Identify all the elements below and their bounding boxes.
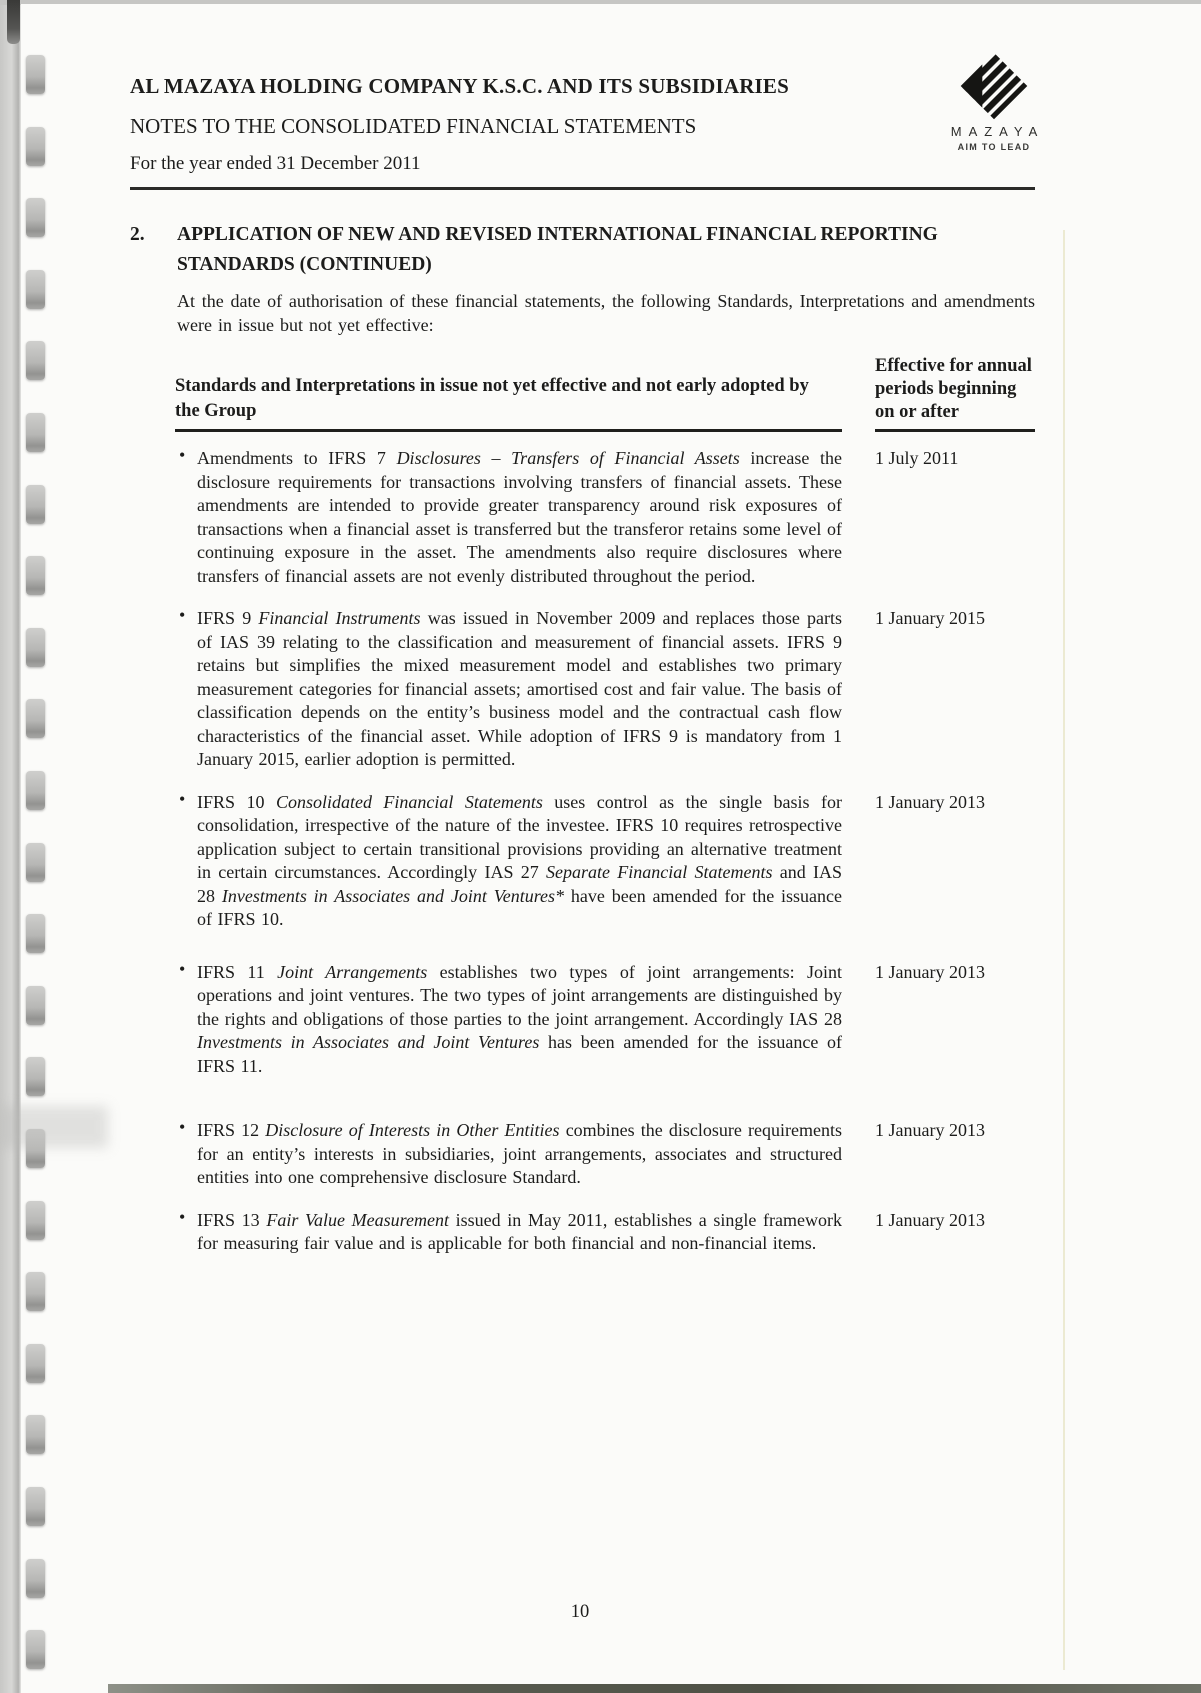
standards-row: [175, 447, 1035, 588]
binder-hole: [26, 1272, 45, 1311]
binder-hole: [26, 914, 45, 953]
binder-hole: [26, 55, 45, 94]
binder-hole: [26, 1344, 45, 1383]
logo-brand-text: MAZAYA: [950, 124, 1045, 139]
left-column-header-line2: the Group: [175, 401, 257, 421]
standard-description: IFRS 9 Financial Instruments was issued in November 2009 and replaces those parts of IAS 39 relating to the classification and measurement of financial assets. IFRS 9 retains but simplifies the mixed measurement model and establishes two primary measurement categories for financial assets; amortised cost and fair value. The basis of classification depends on the entity’s business model and the contractual cash flow characteristics of the financial asset. While adoption of IFRS 9 is mandatory from 1 January 2015, earlier adoption is permitted.: [197, 608, 842, 769]
right-column-header: Effective for annual periods beginning on or after: [875, 355, 1035, 432]
standards-row: [175, 958, 1035, 1079]
bullet-icon: •: [179, 788, 186, 809]
effective-date: 1 January 2013: [875, 1209, 985, 1230]
effective-date: 1 July 2011: [875, 448, 959, 468]
document-header: [130, 0, 1035, 190]
standards-row: [175, 1119, 1035, 1190]
section-heading: [130, 220, 1035, 280]
scan-corner-notch: [7, 0, 20, 44]
standard-description: IFRS 11 Joint Arrangements establishes two types of joint arrangements: Joint operations and joint ventures. The two types of joint arrangements are distinguished by the rights and obligations of those parties to the joint arrangement. Accordingly IAS 28 Investments in Associates and Joint Ventures has been amended for the issuance of IFRS 11.: [197, 961, 843, 1076]
effective-date: 1 January 2013: [875, 791, 985, 812]
section-title-line1: APPLICATION OF NEW AND REVISED INTERNATIONAL FINANCIAL REPORTING: [177, 224, 938, 245]
standard-cell: [175, 1119, 842, 1190]
document-title: NOTES TO THE CONSOLIDATED FINANCIAL STATEMENTS: [130, 114, 697, 138]
binder-hole: [26, 198, 45, 237]
binder-hole: [26, 485, 45, 524]
section-title-line2: STANDARDS (CONTINUED): [177, 254, 432, 275]
bullet-icon: •: [179, 958, 186, 979]
bullet-icon: •: [179, 445, 186, 465]
binder-hole: [26, 413, 45, 452]
binder-hole: [26, 341, 45, 380]
effective-date: 1 January 2013: [875, 1120, 985, 1140]
standards-row: [175, 607, 1035, 772]
section-number: 2.: [130, 224, 145, 245]
logo-tagline: AIM TO LEAD: [957, 142, 1031, 152]
bottom-scan-strip: [108, 1684, 1201, 1693]
bullet-icon: •: [179, 605, 186, 625]
binder-hole: [26, 628, 45, 667]
binder-hole: [26, 843, 45, 882]
scan-fold-line: [1063, 230, 1065, 1670]
binder-hole: [26, 1630, 45, 1669]
binder-hole: [26, 986, 45, 1025]
binder-hole: [26, 1487, 45, 1526]
standards-table: [175, 355, 1035, 1256]
standards-row: [175, 1206, 1035, 1256]
standard-cell: [175, 1206, 842, 1256]
standard-description: IFRS 13 Fair Value Measurement issued in May 2011, establishes a single framework for measuring fair value and is applicable for both financial and non-financial items.: [197, 1209, 842, 1253]
standard-description: IFRS 12 Disclosure of Interests in Other Entities combines the disclosure requirements for an entity’s interests in subsidiaries, joint arrangements, associates and structured entities into one comprehensive disclosure Standard.: [197, 1120, 842, 1187]
period-line: For the year ended 31 December 2011: [130, 153, 421, 174]
document-content: [130, 0, 1035, 1275]
header-rule: [130, 187, 1035, 190]
binder-hole: [26, 1415, 45, 1454]
standards-row: [175, 788, 1035, 932]
standard-description: IFRS 10 Consolidated Financial Statements uses control as the single basis for consolidation, irrespective of the nature of the investee. IFRS 10 requires retrospective application subject to certain transitional provisions providing an alternative treatment in certain circumstances. Accordingly IAS 27 Separate Financial Statements and IAS 28 Investments in Associates and Joint Ventures* have been amended for the issuance of IFRS 10.: [197, 791, 843, 929]
bullet-icon: •: [179, 1117, 186, 1137]
standard-description: Amendments to IFRS 7 Disclosures – Transfers of Financial Assets increase the disclosure requirements for transactions involving transfers of financial assets. These amendments are intended to provide greater transparency around risk exposures of transactions when a financial asset is transferred but the transferor retains some level of continuing exposure in the asset. The amendments also require disclosures where transfers of financial assets are not evenly distributed throughout the period.: [197, 448, 843, 586]
binder-hole: [26, 127, 45, 166]
binder-hole: [26, 699, 45, 738]
standards-rows: [175, 447, 1035, 1256]
bullet-icon: •: [179, 1206, 186, 1227]
binder-hole: [26, 1201, 45, 1240]
binder-hole: [26, 270, 45, 309]
section-intro: At the date of authorisation of these financial statements, the following Standards, Interpretations and amendments were in issue but not yet effective:: [177, 291, 1035, 335]
binder-hole: [26, 771, 45, 810]
table-header-row: [175, 355, 1035, 432]
section-title: [177, 220, 938, 280]
standard-cell: [175, 958, 843, 1079]
effective-date: 1 January 2015: [875, 608, 985, 628]
company-name: AL MAZAYA HOLDING COMPANY K.S.C. AND ITS SUBSIDIARIES: [130, 74, 790, 98]
left-column-header-line1: Standards and Interpretations in issue not yet effective and not early adopted by: [175, 376, 809, 396]
page-number: 10: [570, 1602, 590, 1622]
binder-hole: [26, 556, 45, 595]
scan-smudge: [0, 1106, 108, 1148]
left-column-header: [175, 374, 842, 432]
standard-cell: [175, 788, 843, 932]
effective-date: 1 January 2013: [875, 961, 985, 982]
standard-cell: [175, 447, 842, 588]
standard-cell: [175, 607, 842, 772]
page-left-edge: [0, 0, 21, 1693]
binder-hole: [26, 1559, 45, 1598]
binder-hole: [26, 1057, 45, 1096]
